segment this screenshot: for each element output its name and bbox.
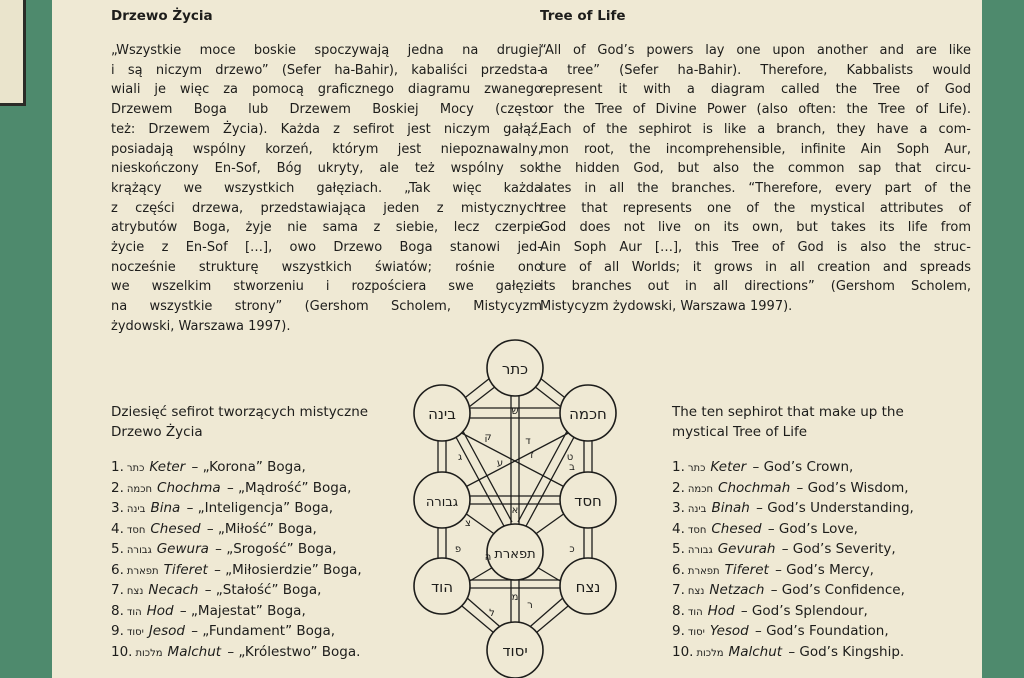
item-number: 7. (111, 582, 124, 598)
item-number: 8. (111, 602, 124, 619)
item-number: 6. (672, 561, 685, 578)
item-description: – „Stałość” Boga, (200, 582, 322, 598)
english-sefira-item (672, 540, 972, 561)
item-name: Malchut (728, 643, 783, 660)
item-number: 7. (672, 582, 685, 598)
polish-paragraph-line: posiadają wspólny korzeń, którym jest niepoznawalny, (111, 141, 542, 157)
english-paragraph-line: the hidden God, but also the common sap that circu- (540, 161, 971, 177)
path-letter: ה (484, 552, 492, 563)
path-letter: ע (496, 458, 504, 469)
item-name: Keter (149, 459, 186, 475)
item-hebrew: נצח (126, 586, 144, 597)
item-description: – God’s Splendour, (736, 602, 868, 619)
path-letter: צ (465, 518, 471, 529)
path-letter: ר (527, 600, 533, 611)
hod-label: הוד (430, 578, 454, 596)
polish-paragraph-line: „Wszystkie moce boskie spoczywają jedna na drugiej (111, 43, 542, 58)
english-paragraph-line: represent it with a diagram called the Tree of God (540, 82, 971, 98)
item-hebrew: מלכות (696, 647, 724, 659)
polish-list-section (111, 402, 431, 663)
item-description: – „Srogość” Boga, (210, 541, 337, 557)
polish-sefira-item (111, 458, 431, 479)
english-list-title-line2: mystical Tree of Life (672, 424, 808, 440)
item-number: 1. (672, 459, 685, 475)
english-paragraph-line: Each of the sephirot is like a branch, they have a com- (540, 121, 971, 137)
polish-sefirot-list (111, 458, 431, 663)
item-name: Hod (146, 602, 174, 619)
english-sefira-item (672, 561, 972, 582)
path-letter: ט (566, 452, 574, 463)
item-number: 9. (111, 623, 124, 639)
polish-paragraph-line: życie z En-Sof […], owo Drzewo Boga stanowi jed- (111, 240, 542, 256)
path-letter: ל (489, 608, 495, 619)
polish-sefira-item (111, 643, 431, 664)
english-sefira-item (672, 520, 972, 541)
english-list-title (672, 402, 972, 442)
gevurah-label: גבורה (425, 495, 459, 510)
item-hebrew: חכמה (126, 483, 153, 495)
english-paragraph-line: God does not live on its own, but takes its life from (540, 220, 971, 236)
exhibit-panel (52, 0, 982, 678)
item-name: Tiferet (724, 561, 769, 578)
english-paragraph-line: ture of all Worlds; it grows in all creation and spreads (540, 259, 971, 275)
path-letters (455, 406, 575, 619)
polish-paragraph-line: nieskończony En-Sof, Bóg ukryty, ale też wspólny sok (111, 161, 542, 177)
item-hebrew: גבורה (126, 545, 152, 556)
path-letter: ז (530, 450, 534, 461)
item-name: Necach (148, 582, 199, 598)
polish-paragraph-line: i są niczym drzewo” (Sefer ha-Bahir), kabaliści przedsta- (111, 62, 542, 78)
english-paragraph-line: Ain Soph Aur […], this Tree of God is also the struc- (540, 240, 971, 256)
english-sefira-item (672, 581, 972, 602)
item-hebrew: יסוד (126, 627, 144, 638)
polish-title: Drzewo Życia (111, 8, 213, 24)
polish-column (111, 8, 542, 337)
item-description: – God’s Understanding, (751, 500, 914, 516)
english-paragraph-line: lates in all the branches. “Therefore, every part of the (540, 180, 971, 196)
item-number: 10. (672, 643, 694, 660)
item-name: Chochma (157, 479, 221, 496)
polish-paragraph-line: z części drzewa, przedstawiająca jeden z mistycznych (111, 200, 542, 216)
english-sefira-item (672, 602, 972, 623)
chesed-label: חסד (574, 492, 602, 510)
english-paragraph-line: tree that represents one of the mystical attributes of (540, 200, 971, 216)
english-paragraph-line: Mistycyzm żydowski, Warszawa 1997). (540, 299, 793, 315)
tree-of-life-diagram (400, 338, 630, 678)
item-hebrew: בינה (687, 504, 707, 515)
item-hebrew: נצח (687, 586, 705, 597)
item-hebrew: חסד (126, 524, 146, 536)
item-hebrew: הוד (126, 606, 142, 618)
path-letter: ג (457, 452, 463, 463)
item-hebrew: בינה (126, 504, 146, 515)
english-sefira-item (672, 622, 972, 643)
item-hebrew: כתר (687, 463, 706, 474)
polish-paragraph-line: żydowski, Warszawa 1997). (111, 318, 291, 334)
item-number: 5. (672, 541, 685, 557)
item-name: Jesod (148, 623, 185, 639)
polish-sefira-item (111, 622, 431, 643)
polish-sefira-item (111, 561, 431, 582)
item-number: 1. (111, 459, 124, 475)
english-paragraph-line: a tree” (Sefer ha-Bahir). Therefore, Kabbalists would (540, 62, 971, 78)
polish-paragraph-line: krążący we wszystkich gałęziach. „Tak więc każda (111, 180, 542, 196)
keter-label: כתר (501, 360, 529, 378)
english-title: Tree of Life (540, 8, 626, 24)
polish-paragraph-line: atrybutów Boga, żyje nie sama z siebie, lecz czerpie (111, 220, 542, 236)
tiferet-label: תפארת (494, 547, 536, 562)
item-description: – „Mądrość” Boga, (222, 479, 352, 496)
item-hebrew: הוד (687, 606, 703, 618)
item-hebrew: כתר (126, 463, 145, 474)
english-paragraph-line: mon root, the incomprehensible, infinite Ain Soph Aur, (540, 141, 971, 157)
item-name: Hod (707, 602, 735, 619)
item-description: – God’s Foundation, (750, 623, 889, 639)
item-description: – God’s Wisdom, (792, 479, 909, 496)
path-letter: ד (525, 436, 531, 447)
english-paragraph-line: “All of God’s powers lay one upon another and are like (540, 43, 971, 58)
item-name: Netzach (709, 582, 765, 598)
item-hebrew: מלכות (135, 647, 163, 659)
english-column (540, 8, 971, 317)
item-number: 3. (672, 500, 685, 516)
polish-sefira-item (111, 479, 431, 500)
item-name: Keter (710, 459, 747, 475)
polish-sefira-item (111, 581, 431, 602)
item-description: – God’s Kingship. (784, 643, 905, 660)
item-hebrew: יסוד (687, 627, 705, 638)
item-number: 9. (672, 623, 685, 639)
item-name: Binah (711, 500, 750, 516)
path-letter: כ (569, 544, 575, 555)
english-sefira-item (672, 499, 972, 520)
english-paragraph (540, 41, 971, 317)
item-hebrew: חסד (687, 524, 707, 536)
item-number: 5. (111, 541, 124, 557)
polish-list-title-line1: Dziesięć sefirot tworzących mistyczne (111, 404, 369, 420)
polish-paragraph-line: też: Drzewem Życia). Każda z sefirot jest niczym gałąź, (111, 121, 542, 137)
item-number: 8. (672, 602, 685, 619)
polish-list-title (111, 402, 431, 442)
polish-sefira-item (111, 520, 431, 541)
path-letter: ש (511, 406, 519, 417)
polish-paragraph (111, 41, 542, 337)
item-name: Gewura (156, 541, 209, 557)
polish-sefira-item (111, 602, 431, 623)
item-description: – „Królestwo” Boga. (223, 643, 361, 660)
english-sephirot-list (672, 458, 972, 663)
chochmah-label: חכמה (569, 405, 607, 423)
item-hebrew: תפארת (126, 565, 159, 577)
item-number: 4. (111, 520, 124, 537)
item-description: – God’s Love, (763, 520, 858, 537)
item-name: Malchut (167, 643, 222, 660)
english-sefira-item (672, 458, 972, 479)
binah-label: בינה (428, 405, 456, 423)
item-number: 4. (672, 520, 685, 537)
item-hebrew: חכמה (687, 483, 714, 495)
item-description: – „Miłość” Boga, (202, 520, 317, 537)
path-letter: ב (569, 462, 575, 473)
item-name: Gevurah (717, 541, 776, 557)
item-name: Chesed (150, 520, 201, 537)
item-name: Bina (150, 500, 181, 516)
item-number: 2. (111, 479, 124, 496)
item-hebrew: גבורה (687, 545, 713, 556)
netzach-label: נצח (575, 578, 601, 596)
item-description: – God’s Crown, (748, 459, 854, 475)
item-number: 6. (111, 561, 124, 578)
item-number: 3. (111, 500, 124, 516)
polish-paragraph-line: nocześnie strukturę wszystkich światów; rośnie ono (111, 259, 542, 275)
english-list-section (672, 402, 972, 663)
adjacent-frame (0, 0, 26, 106)
polish-sefira-item (111, 499, 431, 520)
path-letter: פ (454, 544, 462, 555)
path-letter: מ (511, 592, 519, 603)
item-description: – „Fundament” Boga, (186, 623, 336, 639)
english-sefira-item (672, 479, 972, 500)
item-description: – God’s Mercy, (770, 561, 874, 578)
polish-paragraph-line: Drzewem Boga lub Drzewem Boskiej Mocy (często (111, 102, 542, 118)
item-description: – „Majestat” Boga, (175, 602, 306, 619)
path-letter: ק (484, 432, 492, 443)
path-letter: א (511, 505, 519, 516)
item-name: Tiferet (163, 561, 208, 578)
english-list-title-line1: The ten sephirot that make up the (672, 404, 904, 420)
yesod-label: יסוד (502, 642, 528, 660)
item-number: 2. (672, 479, 685, 496)
item-description: – „Inteligencja” Boga, (182, 500, 334, 516)
polish-sefira-item (111, 540, 431, 561)
item-description: – God’s Confidence, (766, 582, 905, 598)
polish-paragraph-line: wiali je więc za pomocą graficznego diagramu zwanego (111, 82, 542, 98)
item-description: – „Miłosierdzie” Boga, (209, 561, 362, 578)
item-name: Chochmah (718, 479, 791, 496)
english-sefira-item (672, 643, 972, 664)
item-number: 10. (111, 643, 133, 660)
item-hebrew: תפארת (687, 565, 720, 577)
item-description: – God’s Severity, (777, 541, 896, 557)
english-paragraph-line: its branches out in all directions” (Gershom Scholem, (540, 279, 971, 295)
polish-paragraph-line: we wszelkim stworzeniu i rozpościera swe gałęzie (111, 279, 542, 295)
english-paragraph-line: or the Tree of Divine Power (also often: the Tree of Life). (540, 102, 971, 118)
item-name: Yesod (709, 623, 749, 639)
polish-paragraph-line: na wszystkie strony” (Gershom Scholem, Mistycyzm (111, 299, 542, 315)
item-name: Chesed (711, 520, 762, 537)
item-description: – „Korona” Boga, (187, 459, 306, 475)
polish-list-title-line2: Drzewo Życia (111, 424, 203, 440)
